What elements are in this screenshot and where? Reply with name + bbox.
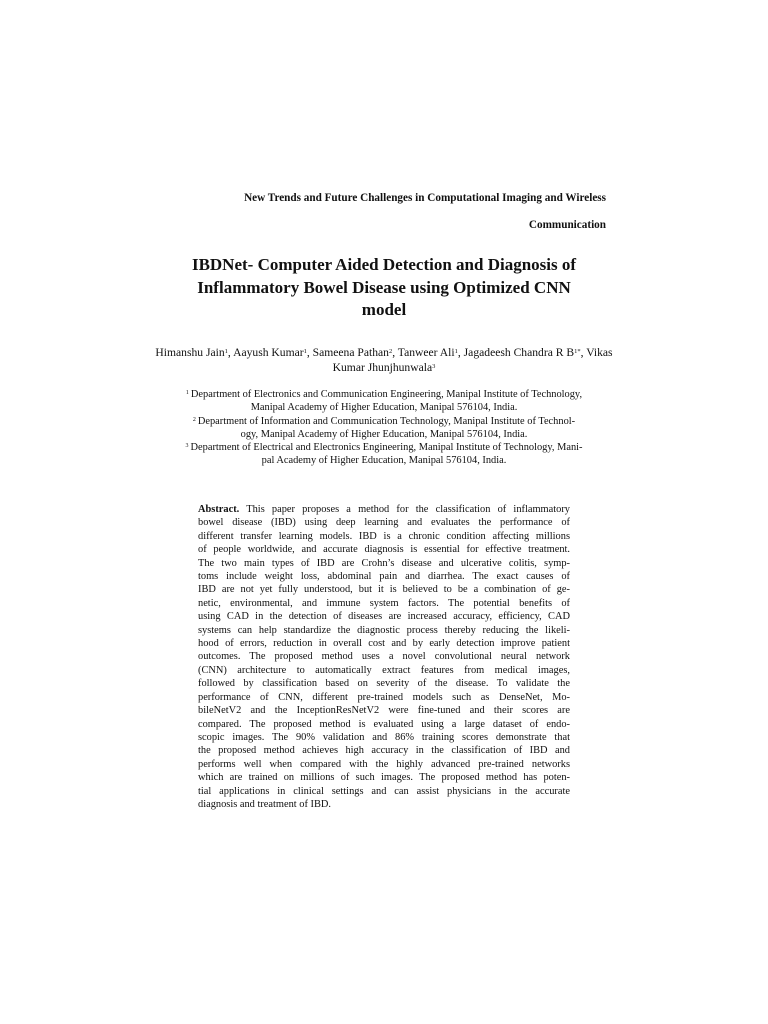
author-affiliation-mark: 1* xyxy=(574,348,581,355)
abstract-line: different transfer learning models. IBD is a chronic condition affecting millions xyxy=(198,530,570,542)
author xyxy=(233,346,313,359)
author-affiliation-mark: 1 xyxy=(224,348,228,355)
abstract-line: followed by classification based on severity of the disease. To validate the xyxy=(198,678,570,690)
affiliation-line: pal Academy of Higher Education, Manipal 576104, India. xyxy=(261,455,507,467)
affiliation-text: Department of Electronics and Communication Engineering, Manipal Institute of Technology, xyxy=(190,389,583,400)
author-name: Aayush Kumar xyxy=(233,346,304,359)
abstract-line: toms include weight loss, abdominal pain and diarrhea. The exact causes of xyxy=(198,571,570,583)
author-affiliation-mark: 2 xyxy=(388,348,393,355)
abstract-line: using CAD in the detection of diseases are increased accuracy, efficiency, CAD xyxy=(198,611,570,623)
abstract-line xyxy=(198,503,570,516)
abstract-line: compared. The proposed method is evaluated using a large dataset of endo- xyxy=(198,718,570,730)
abstract-line: bowel disease (IBD) using deep learning and evaluates the performance of xyxy=(198,517,570,529)
series-header xyxy=(160,185,606,239)
abstract-line: diagnosis and treatment of IBD. xyxy=(198,798,332,810)
abstract-line: netic, environmental, and immune system factors. The potential benefits of xyxy=(198,597,570,609)
affiliation-list xyxy=(150,388,618,468)
affiliation-mark: 3 xyxy=(185,443,189,450)
author-separator: , xyxy=(227,346,234,359)
abstract-line: the proposed method achieves high accuracy in the classification of IBD and xyxy=(198,745,570,757)
paper-title-line-2: Inflammatory Bowel Disease using Optimized CNN xyxy=(197,277,571,297)
abstract-line: (CNN) architecture to automatically extract features from medical images, xyxy=(198,664,570,676)
abstract-line: of people worldwide, and accurate diagnosis is essential for effective treatment. xyxy=(198,544,570,556)
affiliation-text: Department of Electrical and Electronics Engineering, Manipal Institute of Technology, Mani- xyxy=(190,442,583,454)
author-separator: , xyxy=(457,346,464,359)
abstract-line: bileNetV2 and the InceptionResNetV2 were fine-tuned and their scores are xyxy=(198,705,570,717)
author xyxy=(313,346,398,359)
author xyxy=(155,346,233,359)
author-name: Vikas Kumar Jhunjhunwala xyxy=(332,346,613,374)
author-affiliation-mark: 1 xyxy=(454,348,458,355)
author-separator: , xyxy=(392,346,398,359)
series-header-line-2: Communication xyxy=(528,219,606,231)
abstract-line: which are trained on millions of such images. The proposed method has poten- xyxy=(198,772,570,784)
author-affiliation-mark: 1 xyxy=(303,348,307,355)
abstract-line: systems can help standardize the diagnostic process thereby reducing the likeli- xyxy=(198,624,570,636)
abstract xyxy=(198,503,570,811)
author-name: Sameena Pathan xyxy=(312,346,389,359)
paper-title-line-3: model xyxy=(361,300,407,319)
author xyxy=(464,346,587,359)
abstract-text: This paper proposes a method for the classification of inflammatory xyxy=(246,504,570,515)
abstract-line: IBD are not yet fully understood, but it is believed to be a combination of ge- xyxy=(198,584,570,596)
abstract-line: tial applications in clinical settings and can assist physicians in the accurate xyxy=(198,785,570,797)
affiliation-text: Department of Information and Communication Technology, Manipal Institute of Technol- xyxy=(197,415,576,427)
abstract-line: scopic images. The 90% validation and 86% training scores demonstrate that xyxy=(198,731,570,743)
paper-title-line-1: IBDNet- Computer Aided Detection and Diagnosis of xyxy=(191,255,577,274)
author-list xyxy=(150,346,618,375)
author-affiliation-mark: 3 xyxy=(432,362,436,370)
abstract-label: Abstract. xyxy=(198,504,240,515)
abstract-line: outcomes. The proposed method uses a novel convolutional neural network xyxy=(198,651,570,663)
author-name: Jagadeesh Chandra R B xyxy=(463,346,575,359)
affiliation-line: Manipal Academy of Higher Education, Manipal 576104, India. xyxy=(250,402,518,414)
affiliation-mark: 2 xyxy=(192,416,196,423)
affiliation-line xyxy=(150,441,618,454)
author-separator: , xyxy=(580,346,587,359)
author-name: Tanweer Ali xyxy=(397,346,455,359)
author xyxy=(398,346,464,359)
abstract-line: performance of CNN, different pre-trained models such as DenseNet, Mo- xyxy=(198,691,570,703)
affiliation-line xyxy=(150,388,618,401)
author-name: Himanshu Jain xyxy=(155,346,225,359)
author-separator: , xyxy=(306,346,313,359)
series-header-line-1: New Trends and Future Challenges in Computational Imaging and Wireless xyxy=(244,192,606,204)
affiliation-line: ogy, Manipal Academy of Higher Education, Manipal 576104, India. xyxy=(240,428,528,440)
affiliation-mark: 1 xyxy=(185,390,189,396)
paper-title xyxy=(150,254,618,322)
abstract-line: hood of errors, reduction in overall cost and by early detection improve patient xyxy=(198,638,570,650)
abstract-line: The two main types of IBD are Crohn’s disease and ulcerative colitis, symp- xyxy=(198,557,570,569)
affiliation-line xyxy=(150,415,618,428)
abstract-line: performs well when compared with the highly advanced pre-trained networks xyxy=(198,758,570,770)
